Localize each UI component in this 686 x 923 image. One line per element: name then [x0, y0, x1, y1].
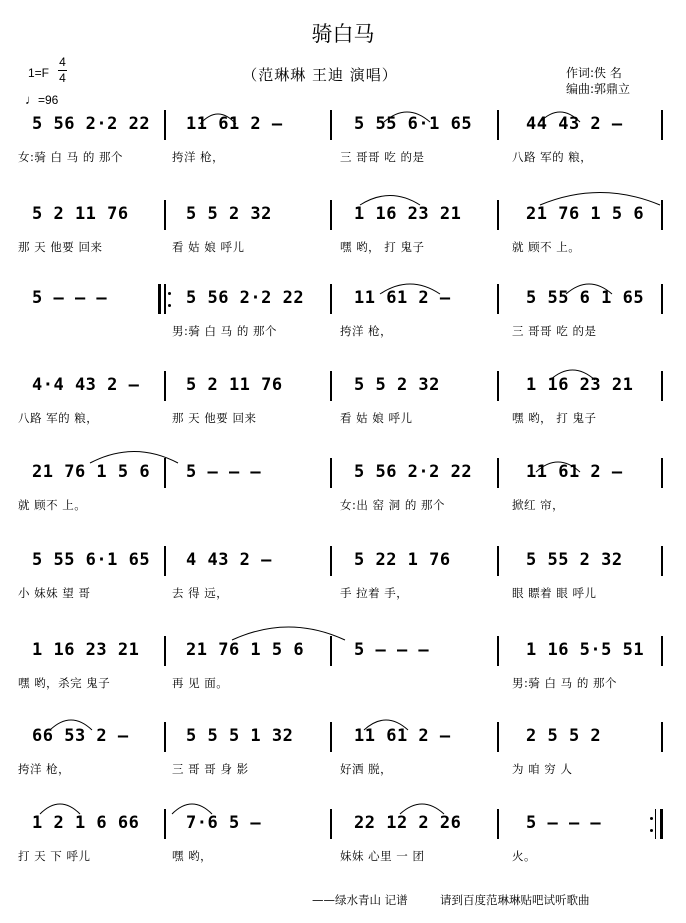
measure-lyric: 看 姑 娘 呼儿	[340, 411, 413, 425]
bar-line	[330, 636, 332, 666]
measure-notes: 5 – – –	[186, 462, 262, 482]
bar-line	[661, 284, 663, 314]
measure-lyric: 那 天 他要 回来	[18, 240, 103, 254]
bar-line	[661, 371, 663, 401]
measure-lyric: 掀红 帘，	[512, 498, 565, 512]
measure-notes: 5 5 2 32	[354, 375, 440, 395]
measure-lyric: 男:骑 白 马 的 那个	[172, 324, 277, 338]
measure-notes: 44 43 2 –	[526, 114, 623, 134]
measure-notes: 7·6 5 –	[186, 813, 262, 833]
measure-notes: 21 76 1 5 6	[526, 204, 645, 224]
bar-line	[164, 722, 166, 752]
bar-line	[661, 200, 663, 230]
bar-line	[497, 722, 499, 752]
bar-line	[164, 458, 166, 488]
measure-lyric: 去 得 远，	[172, 586, 229, 600]
measure-notes: 5 55 6·1 65	[354, 114, 473, 134]
bar-line	[164, 110, 166, 140]
bar-line	[497, 458, 499, 488]
measure-lyric: 三 哥哥 吃 的是	[340, 150, 425, 164]
measure-notes: 5 2 11 76	[186, 375, 283, 395]
measure-notes: 5 5 2 32	[186, 204, 272, 224]
measure-lyric: 三 哥哥 吃 的是	[512, 324, 597, 338]
measure-lyric: 女:骑 白 马 的 那个	[18, 150, 123, 164]
performers: （范琳琳 王迪 演唱）	[242, 66, 398, 84]
measure-lyric: 眼 瞟着 眼 呼儿	[512, 586, 597, 600]
bar-line	[497, 371, 499, 401]
bar-line	[497, 110, 499, 140]
repeat-dot	[168, 304, 171, 307]
measure-lyric: 三 哥 哥 身 影	[172, 762, 249, 776]
meter-bottom: 4	[59, 71, 66, 85]
measure-lyric: 男:骑 白 马 的 那个	[512, 676, 617, 690]
repeat-dot	[168, 292, 171, 295]
measure-notes: 5 55 6·1 65	[32, 550, 151, 570]
arranger-credit: 编曲:郭鼎立	[566, 82, 631, 96]
measure-lyric: 挎洋 枪，	[340, 324, 393, 338]
final-bar-thin	[655, 809, 656, 839]
bar-line	[330, 458, 332, 488]
measure-notes: 5 22 1 76	[354, 550, 451, 570]
measure-notes: 22 12 2 26	[354, 813, 462, 833]
measure-lyric: 妹妹 心里 一 团	[340, 849, 425, 863]
measure-notes: 11 61 2 –	[186, 114, 283, 134]
bar-line	[164, 809, 166, 839]
measure-notes: 5 55 6 1 65	[526, 288, 645, 308]
measure-notes: 1 16 23 21	[526, 375, 634, 395]
bar-line	[661, 110, 663, 140]
measure-lyric: 手 拉着 手，	[340, 586, 409, 600]
measure-notes: 5 2 11 76	[32, 204, 129, 224]
bar-line	[661, 722, 663, 752]
repeat-dot	[650, 829, 653, 832]
measure-notes: 11 61 2 –	[354, 726, 451, 746]
measure-notes: 21 76 1 5 6	[32, 462, 151, 482]
bar-line	[330, 110, 332, 140]
measure-lyric: 看 姑 娘 呼儿	[172, 240, 245, 254]
measure-notes: 4·4 43 2 –	[32, 375, 140, 395]
song-title: 骑白马	[311, 22, 375, 46]
measure-lyric: 嘿 哟， 打 鬼子	[340, 240, 425, 254]
measure-lyric: 火。	[512, 849, 536, 863]
measure-notes: 5 – – –	[32, 288, 108, 308]
measure-notes: 1 16 5·5 51	[526, 640, 645, 660]
measure-notes: 2 5 5 2	[526, 726, 602, 746]
measure-notes: 11 61 2 –	[526, 462, 623, 482]
measure-lyric: 好洒 脱，	[340, 762, 393, 776]
tempo-marking	[25, 92, 58, 107]
measure-lyric: 嘿 哟，	[172, 849, 213, 863]
measure-lyric: 嘿 哟， 打 鬼子	[512, 411, 597, 425]
measure-lyric: 小 妹妹 望 哥	[18, 586, 91, 600]
measure-lyric: 那 天 他要 回来	[172, 411, 257, 425]
measure-notes: 5 56 2·2 22	[32, 114, 151, 134]
repeat-start-thin	[164, 284, 165, 314]
listening-note: 请到百度范琳琳贴吧试听歌曲	[440, 893, 590, 907]
bar-line	[330, 722, 332, 752]
measure-lyric: 就 顾不 上。	[512, 240, 581, 254]
measure-lyric: 就 顾不 上。	[18, 498, 87, 512]
measure-notes: 5 55 2 32	[526, 550, 623, 570]
measure-notes: 5 – – –	[354, 640, 430, 660]
bar-line	[661, 636, 663, 666]
bar-line	[330, 200, 332, 230]
bar-line	[330, 284, 332, 314]
measure-notes: 1 2 1 6 66	[32, 813, 140, 833]
measure-notes: 1 16 23 21	[32, 640, 140, 660]
measure-lyric: 打 天 下 呼儿	[18, 849, 91, 863]
measure-notes: 5 56 2·2 22	[354, 462, 473, 482]
measure-notes: 5 5 5 1 32	[186, 726, 294, 746]
measure-notes: 4 43 2 –	[186, 550, 272, 570]
time-signature	[58, 56, 67, 85]
transcriber-credit: ——绿水青山 记谱	[312, 893, 408, 907]
bar-line	[497, 284, 499, 314]
bar-line	[497, 546, 499, 576]
bar-line	[497, 200, 499, 230]
quarter-note-icon: ♩	[25, 92, 38, 107]
bar-line	[164, 636, 166, 666]
measure-lyric: 八路 军的 粮，	[18, 411, 99, 425]
measure-lyric: 再 见 面。	[172, 676, 229, 690]
bar-line	[330, 809, 332, 839]
measure-notes: 5 56 2·2 22	[186, 288, 305, 308]
bar-line	[164, 546, 166, 576]
repeat-start-thick	[158, 284, 161, 314]
bar-line	[330, 371, 332, 401]
measure-lyric: 女:出 窑 洞 的 那个	[340, 498, 445, 512]
lyricist-credit: 作词:佚 名	[566, 66, 622, 80]
measure-notes: 11 61 2 –	[354, 288, 451, 308]
bar-line	[330, 546, 332, 576]
repeat-dot	[650, 817, 653, 820]
measure-lyric: 嘿 哟，杀完 鬼子	[18, 676, 111, 690]
measure-notes: 5 – – –	[526, 813, 602, 833]
measure-lyric: 八路 军的 粮，	[512, 150, 593, 164]
measure-notes: 66 53 2 –	[32, 726, 129, 746]
bar-line	[497, 809, 499, 839]
bar-line	[164, 371, 166, 401]
measure-notes: 1 16 23 21	[354, 204, 462, 224]
measure-lyric: 挎洋 枪，	[18, 762, 71, 776]
bar-line	[497, 636, 499, 666]
bar-line	[164, 200, 166, 230]
key-signature: 1=F	[28, 66, 50, 80]
meter-top: 4	[59, 55, 66, 69]
bar-line	[661, 458, 663, 488]
tempo-value: =96	[38, 93, 59, 107]
measure-notes: 21 76 1 5 6	[186, 640, 305, 660]
measure-lyric: 为 咱 穷 人	[512, 762, 573, 776]
final-bar-thick	[660, 809, 663, 839]
bar-line	[661, 546, 663, 576]
measure-lyric: 挎洋 枪，	[172, 150, 225, 164]
